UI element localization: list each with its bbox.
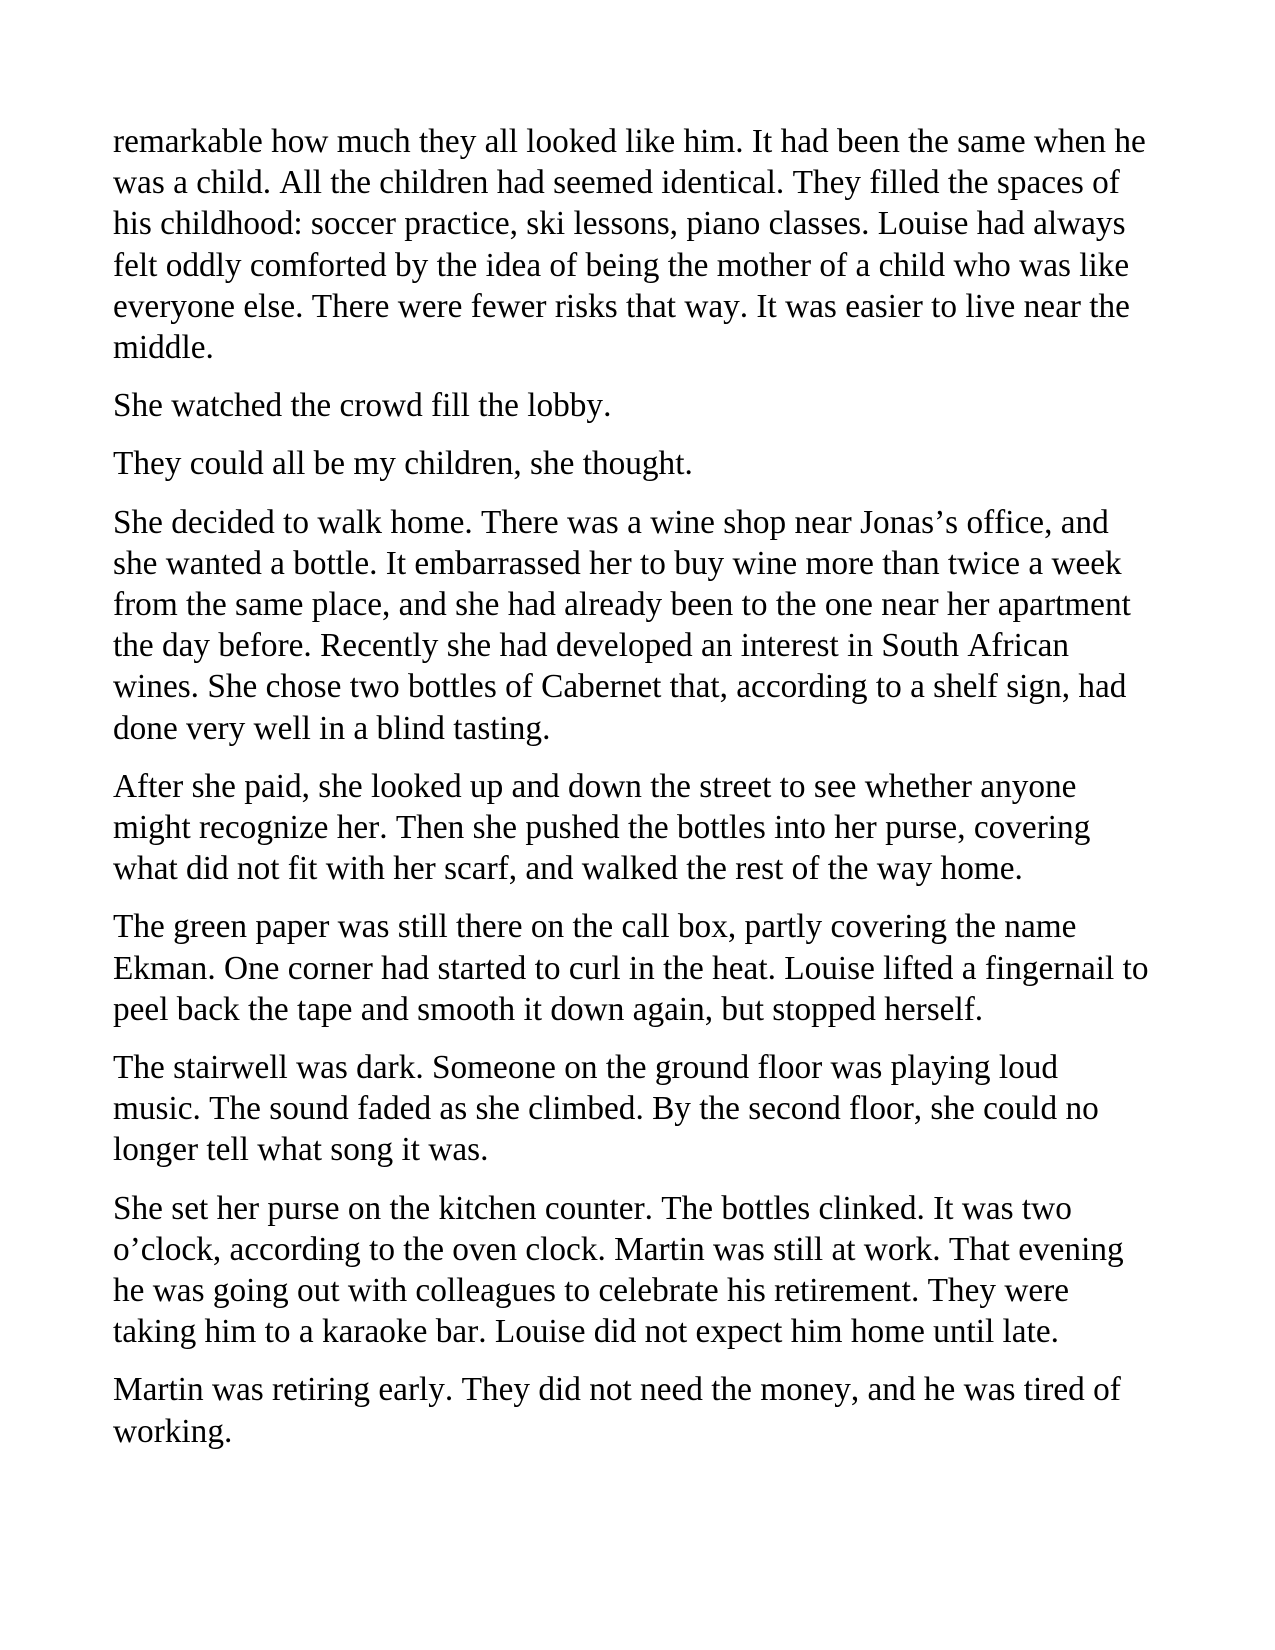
paragraph-8: She set her purse on the kitchen counter. The bottles clinked. It was two o’clock, according to the oven clock. Martin was still at work. That evening he was going out with colleagues to celebrate his retirement. They were taking him to a karaoke bar. Louise did not expect him home until late. xyxy=(113,1189,1124,1351)
paragraph-3: They could all be my children, she thought. xyxy=(113,445,693,483)
paragraph-1: remarkable how much they all looked like him. It had been the same when he was a child. All the children had seemed identical. They filled the spaces of his childhood: soccer practice, ski lessons, piano classes. Louise had always felt oddly comforted by the idea of being the mother of a child who was like everyone else. There were fewer risks that way. It was easier to live near the middle. xyxy=(113,123,1146,367)
document-body-text xyxy=(113,121,1151,1452)
paragraph-9: Martin was retiring early. They did not need the money, and he was tired of working. xyxy=(113,1371,1121,1450)
paragraph-5: After she paid, she looked up and down the street to see whether anyone might recognize her. Then she pushed the bottles into her purse, covering what did not fit with her scarf, and walked the rest of the way home. xyxy=(113,767,1091,888)
paragraph-2: She watched the crowd fill the lobby. xyxy=(113,387,612,425)
paragraph-4: She decided to walk home. There was a wine shop near Jonas’s office, and she wanted a bottle. It embarrassed her to buy wine more than twice a week from the same place, and she had already been to the one near her apartment the day before. Recently she had developed an interest in South African wines. She chose two bottles of Cabernet that, according to a shelf sign, had done very well in a blind tasting. xyxy=(113,503,1131,747)
paragraph-6: The green paper was still there on the call box, partly covering the name Ekman. One corner had started to curl in the heat. Louise lifted a fingernail to peel back the tape and smooth it down again, but stopped herself. xyxy=(113,908,1149,1028)
paragraph-7: The stairwell was dark. Someone on the ground floor was playing loud music. The sound faded as she climbed. By the second floor, she could no longer tell what song it was. xyxy=(113,1049,1099,1169)
